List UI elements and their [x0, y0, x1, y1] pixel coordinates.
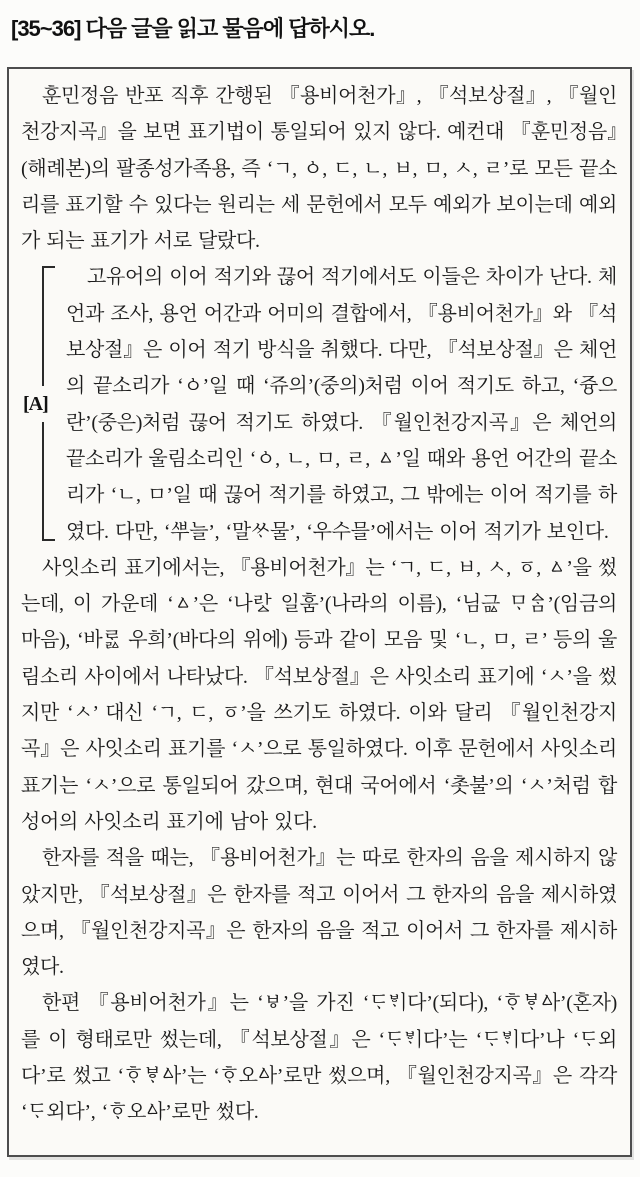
question-range-prompt: [35~36] 다음 글을 읽고 물음에 답하시오. — [11, 16, 375, 41]
passage-paragraph-4: 한자를 적을 때는, 『용비어천가』는 따로 한자의 음을 제시하지 않았지만, 『석보상절』은 한자를 적고 이어서 그 한자의 음을 제시하였으며, 『월인천강지곡』은 한자의 음을 적고 이어서 그 한자를 제시하였다. — [21, 847, 617, 979]
passage-paragraph-5: 한편 『용비어천가』는 ‘ㅸ’을 가진 ‘ᄃᆞᄫᆡ다’(되다), ‘ᄒᆞᄫᆞᅀᅡ’(혼자)를 이 형태로만 썼는데, 『석보상절』은 ‘ᄃᆞᄫᆡ다’는 ‘ᄃᆞᄫᆡ다’나 ‘ᄃᆞ외다’로 썼고 ‘ᄒᆞᄫᆞᅀᅡ’는 ‘ᄒᆞ오ᅀᅡ’로만 썼으며, 『월인천강지곡』은 각각 ‘ᄃᆞ외다’, ‘ᄒᆞ오ᅀᅡ’로만 썼다. — [21, 992, 617, 1124]
bracket-a-gutter — [21, 259, 66, 549]
bracket-a-top-line — [42, 266, 55, 385]
passage-paragraph-2-bracketed: 고유어의 이어 적기와 끊어 적기에서도 이들은 차이가 난다. 체언과 조사, 용언 어간과 어미의 결합에서, 『용비어천가』와 『석보상절』은 이어 적기 방식을 취했다. 다만, 『석보상절』은 체언의 끝소리가 ‘ㆁ’일 때 ‘쥬의’(중의)처럼 이어 적기도 하고, ‘즁으란’(중은)처럼 끊어 적기도 하였다. 『월인천강지곡』은 체언의 끝소리가 울림소리인 ‘ㆁ, ㄴ, ㅁ, ㄹ, ㅿ’일 때와 용언 어간의 끝소리가 ‘ㄴ, ㅁ’일 때 끊어 적기를 하였고, 그 밖에는 이어 적기를 하였다. 다만, ‘ᄲᅮ늘’, ‘말ᄊᆞ물’, ‘우수믈’에서는 이어 적기가 보인다. — [66, 266, 617, 543]
passage-paragraph-3: 사잇소리 표기에서는, 『용비어천가』는 ‘ㄱ, ㄷ, ㅂ, ㅅ, ㆆ, ㅿ’을 썼는데, 이 가운데 ‘ㅿ’은 ‘나라ᇫ 일훔’(나라의 이름), ‘님그ᇟ ᄆᆞᅀᆞᆷ’(임금의 마음), ‘바ᄅᆞᇗ 우희’(바다의 위에) 등과 같이 모음 및 ‘ㄴ, ㅁ, ㄹ’ 등의 울림소리 사이에서 나타났다. 『석보상절』은 사잇소리 표기에 ‘ㅅ’을 썼지만 ‘ㅅ’ 대신 ‘ㄱ, ㄷ, ㆆ’을 쓰기도 하였다. 이와 달리 『월인천강지곡』은 사잇소리 표기를 ‘ㅅ’으로 통일하였다. 이후 문헌에서 사잇소리 표기는 ‘ㅅ’으로 통일되어 갔으며, 현대 국어에서 ‘촛불’의 ‘ㅅ’처럼 합성어의 사잇소리 표기에 남아 있다. — [21, 556, 617, 833]
bracket-a-bottom-line — [42, 422, 55, 541]
passage-box — [7, 67, 632, 1157]
bracket-a-label: [A] — [23, 392, 48, 415]
passage-paragraph-1: 훈민정음 반포 직후 간행된 『용비어천가』, 『석보상절』, 『월인천강지곡』을 보면 표기법이 통일되어 있지 않다. 예컨대 『훈민정음』(해례본)의 팔종성가족용, 즉 ‘ㄱ, ㆁ, ㄷ, ㄴ, ㅂ, ㅁ, ㅅ, ㄹ’로 모든 끝소리를 표기할 수 있다는 원리는 세 문헌에서 모두 예외가 보이는데 예외가 되는 표기가 서로 달랐다. — [21, 85, 617, 253]
bracketed-section-a — [21, 259, 617, 549]
